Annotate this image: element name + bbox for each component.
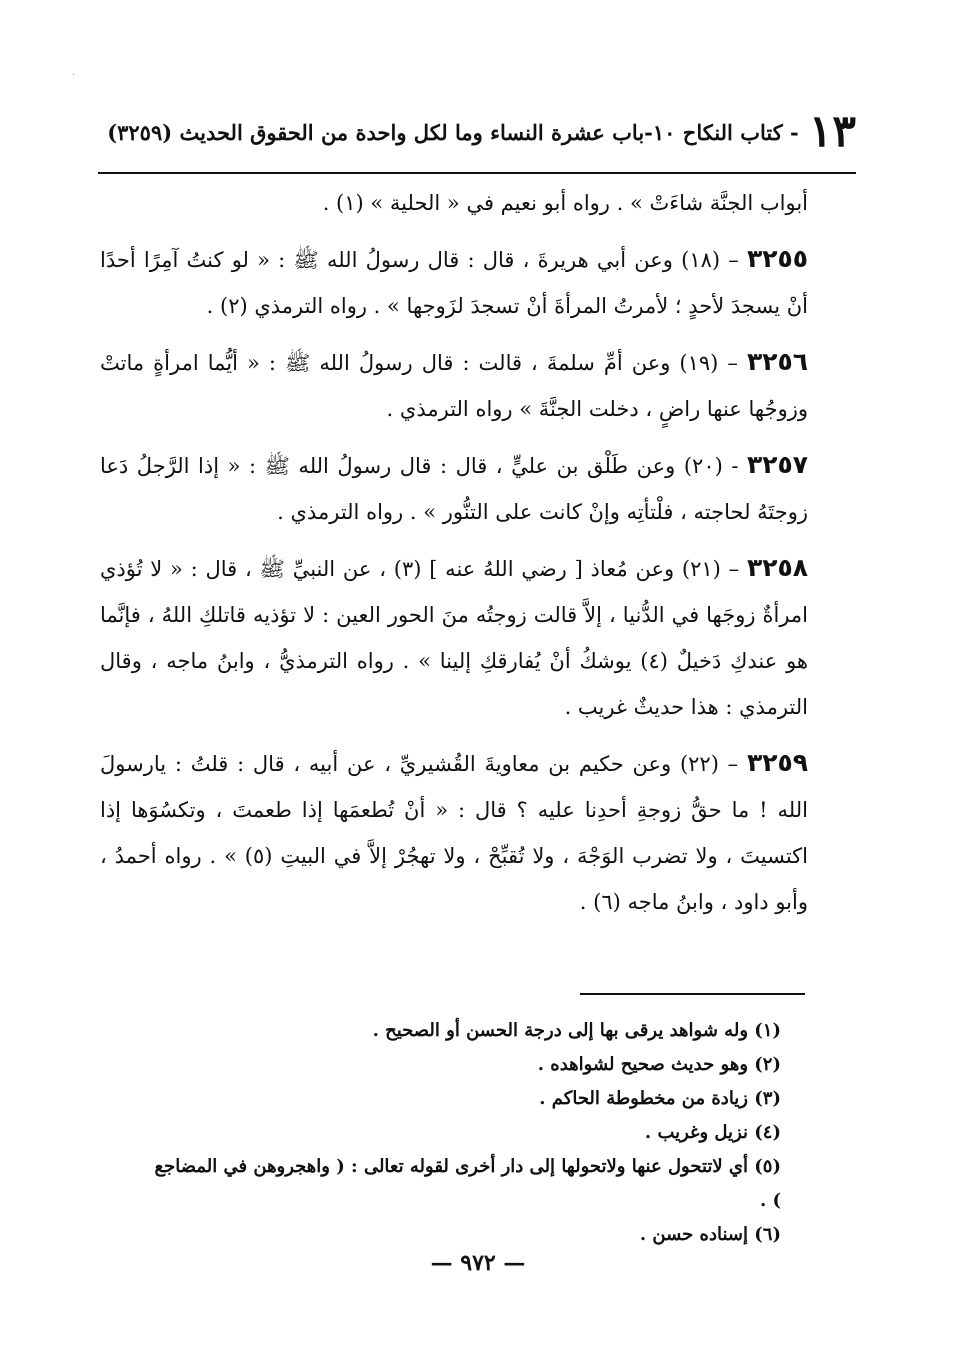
page-header [100,102,856,162]
footnote: (٢) وهو حديث صحيح لشواهده . [537,1054,781,1075]
hadith-number: ٣٢٥٨ [746,553,808,582]
footnote-rule [580,993,805,995]
hadith-number: ٣٢٥٧ [746,450,808,479]
footnotes [150,1014,781,1252]
footnote: (٣) زيادة من مخطوطة الحاكم . [539,1088,781,1109]
hadith-3258 [100,545,808,730]
chapter-number: ١٣ [808,106,856,157]
main-text [100,180,808,935]
hadith-text: - (٢٠) وعن طَلْق بن عليٍّ ، قال : قال رسولُ الله ﷺ : « إذا الرَّجلُ دَعا زوجتَهُ لحاجته ، فلْتأتِه وإنْ كانت على التنُّور » . رواه الترمذي . [100,454,808,524]
hadith-text: – (١٩) وعن أمِّ سلمةَ ، قالت : قال رسولُ الله ﷺ : « أيُّما امرأةٍ ماتتْ وزوجُها عنها راضٍ ، دخلت الجنَّةَ » رواه الترمذي . [100,351,808,421]
paragraph-continuation [100,180,808,226]
header-rule [98,172,856,174]
running-title: - كتاب النكاح ١٠-باب عشرة النساء وما لكل واحدة من الحقوق الحديث (٣٢٥٩) [107,119,799,145]
hadith-3255 [100,236,808,329]
scan-speck: · [72,70,76,81]
hadith-3257 [100,442,808,535]
paragraph-text: أبواب الجنَّة شاءَتْ » . رواه أبو نعيم في « الحلية » (١) . [322,191,808,215]
hadith-text: – (٢٢) وعن حكيم بن معاويةَ القُشيريِّ ، عن أبيه ، قال : قلتُ : يارسولَ الله ! ما حقُّ زوجةِ أحدِنا عليه ؟ قال : « أنْ تُطعمَها إذا طعمتَ ، وتكسُوَها إذا اكتسيتَ ، ولا تضرب الوَجْهَ ، ولا تُقبِّحْ ، ولا تهجُرْ إلاَّ في البيتِ (٥) » . رواه أحمدُ ، وأبو داود ، وابنُ ماجه (٦) . [100,752,808,914]
hadith-3259 [100,740,808,925]
hadith-number: ٣٢٥٥ [746,244,808,273]
footnote: (١) وله شواهد يرقى بها إلى درجة الحسن أو الصحيح . [372,1020,781,1041]
hadith-number: ٣٢٥٦ [746,347,808,376]
footnote: (٥) أي لاتتحول عنها ولاتحولها إلى دار أخرى لقوله تعالى : ( واهجروهن في المضاجع ) . [154,1156,781,1211]
hadith-number: ٣٢٥٩ [746,748,808,777]
page-number: — ٩٧٢ — [430,1250,526,1276]
hadith-text: – (٢١) وعن مُعاذ [ رضي اللهُ عنه ] (٣) ، عن النبيِّ ﷺ ، قال : « لا تُؤذي امرأةٌ زوجَها في الدُّنيا ، إلاَّ قالت زوجتُه منَ الحور العين : لا تؤذيه قاتلكِ اللهُ ، فإنَّما هو عندكِ دَخيلٌ (٤) يوشكُ أنْ يُفارقكِ إلينا » . رواه الترمذيُّ ، وابنُ ماجه ، وقال الترمذي : هذا حديثٌ غريب . [100,557,808,719]
footnote: (٦) إسناده حسن . [639,1224,781,1245]
footnote: (٤) نزيل وغريب . [644,1122,781,1143]
hadith-3256 [100,339,808,432]
hadith-text: – (١٨) وعن أبي هريرةَ ، قال : قال رسولُ الله ﷺ : « لو كنتُ آمِرًا أحدًا أنْ يسجدَ لأحدٍ ؛ لأمرتُ المرأةَ أنْ تسجدَ لزَوجها » . رواه الترمذي (٢) . [100,248,808,318]
